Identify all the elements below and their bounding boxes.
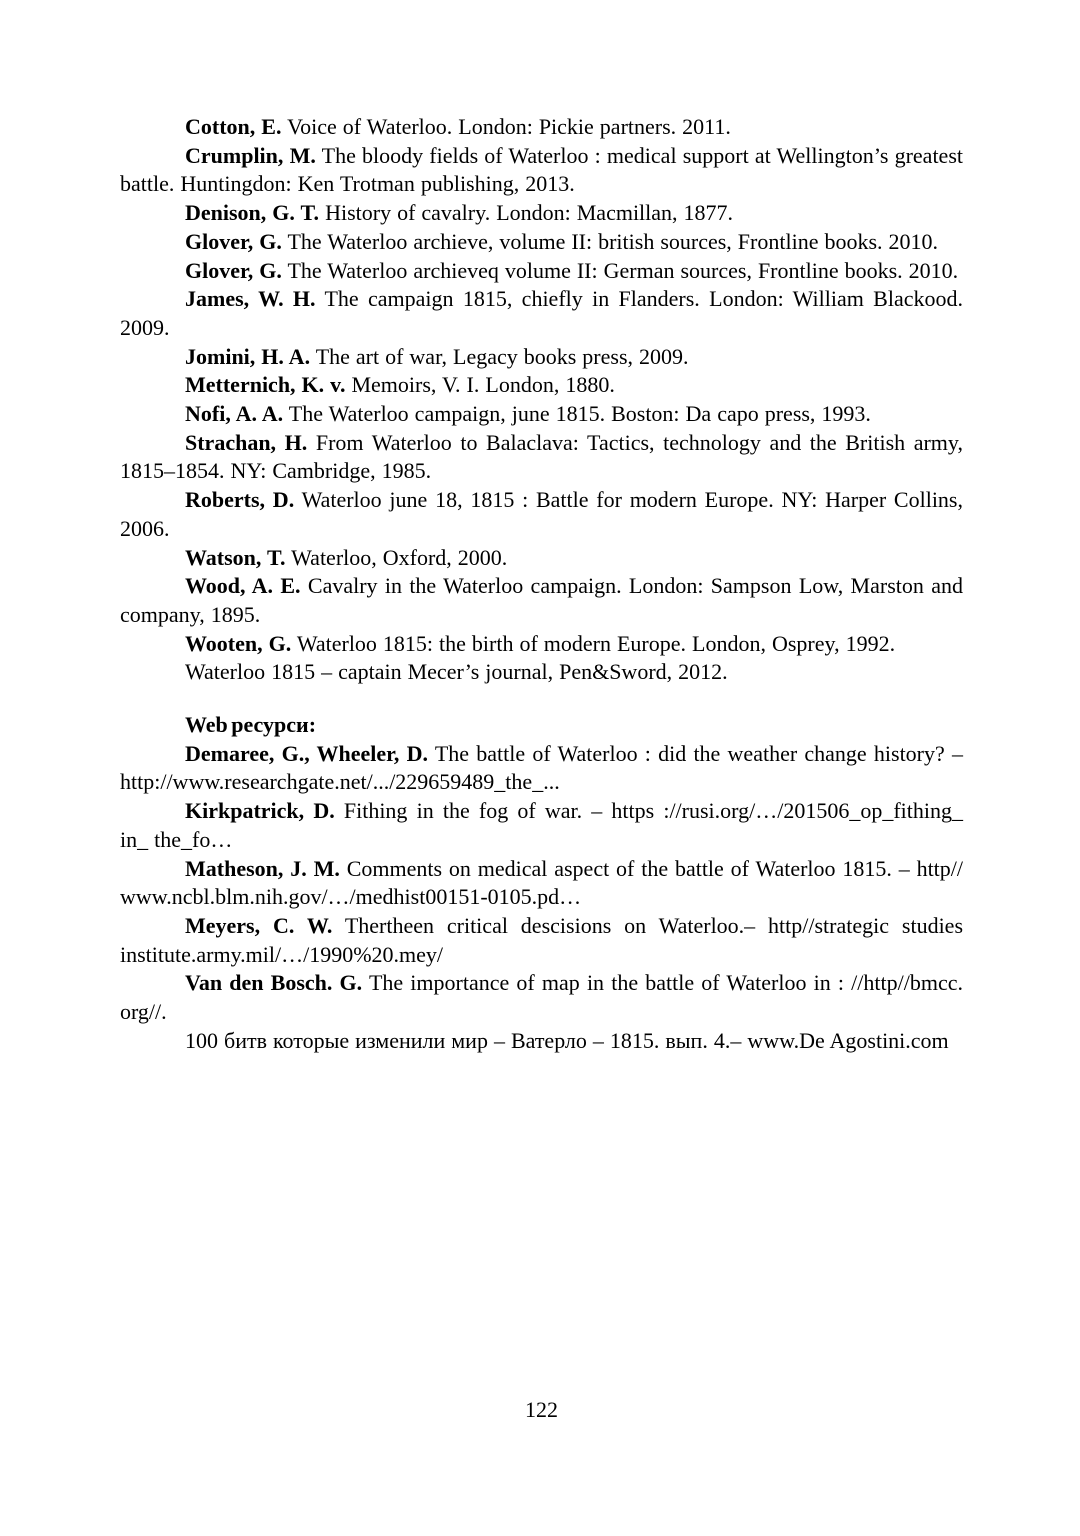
- reference-entry: Meyers, C. W. Thertheen critical descisions on Waterloo.– http//strategic studies institute.army.mil/…/1990%20.mey/: [120, 912, 964, 967]
- reference-entry: Kirkpatrick, D. Fithing in the fog of war. – https ://rusi.org/…/201506_op_fithing_ in_ the_fo…: [120, 798, 963, 852]
- document-page: [120, 113, 963, 1056]
- reference-author: Crumplin, M.: [185, 142, 316, 168]
- reference-author: Metternich, K. v.: [185, 372, 346, 398]
- reference-author: Glover, G.: [185, 257, 282, 283]
- reference-entry: Waterloo 1815 – captain Mecer’s journal, Pen&Sword, 2012.: [185, 659, 728, 685]
- reference-entry: Wooten, G. Waterloo 1815: the birth of modern Europe. London, Osprey, 1992.: [185, 630, 896, 656]
- reference-author: Meyers, C. W.: [185, 912, 333, 938]
- reference-entry: James, W. H. The campaign 1815, chiefly in Flanders. London: William Blackood. 2009.: [120, 286, 963, 340]
- reference-entry: Demaree, G., Wheeler, D. The battle of Waterloo : did the weather change history? – http://www.researchgate.net/.../229659489_the_...: [120, 740, 963, 795]
- reference-author: Matheson, J. M.: [185, 855, 340, 881]
- reference-entry: Jomini, H. A. The art of war, Legacy books press, 2009.: [185, 343, 689, 369]
- reference-author: Kirkpatrick, D.: [185, 798, 335, 824]
- reference-entry: Glover, G. The Waterloo archieveq volume II: German sources, Frontline books. 2010.: [185, 257, 959, 283]
- reference-entry: 100 битв которые изменили мир – Ватерло – 1815. вып. 4.– www.De Agostini.com: [185, 1027, 949, 1053]
- reference-author: James, W. H.: [185, 286, 316, 312]
- reference-author: Strachan, H.: [185, 429, 308, 455]
- web-references-list: [120, 740, 963, 1056]
- reference-author: Watson, T.: [185, 544, 286, 570]
- reference-entry: Glover, G. The Waterloo archieve, volume II: british sources, Frontline books. 2010.: [185, 228, 939, 254]
- reference-entry: Watson, T. Waterloo, Oxford, 2000.: [185, 544, 508, 570]
- reference-author: Nofi, A. A.: [185, 401, 284, 427]
- reference-entry: Roberts, D. Waterloo june 18, 1815 : Battle for modern Europe. NY: Harper Collins, 2006.: [120, 487, 963, 541]
- web-resources-heading: Web ресурси:: [185, 712, 317, 738]
- reference-entry: Van den Bosch. G. The importance of map in the battle of Waterloo in : //http//bmcc. org//.: [120, 970, 963, 1025]
- reference-entry: Nofi, A. A. The Waterloo campaign, june 1815. Boston: Da capo press, 1993.: [185, 401, 871, 427]
- reference-author: Wooten, G.: [185, 630, 292, 656]
- page-number: 122: [525, 1397, 558, 1422]
- reference-entry: Denison, G. T. History of cavalry. London: Macmillan, 1877.: [185, 200, 734, 226]
- reference-author: Roberts, D.: [185, 487, 295, 513]
- reference-author: Wood, A. E.: [185, 573, 301, 599]
- reference-entry: Cotton, E. Voice of Waterloo. London: Pickie partners. 2011.: [185, 114, 731, 139]
- reference-entry: Strachan, H. From Waterloo to Balaclava: Tactics, technology and the British army, 1815–1854. NY: Cambridge, 1985.: [120, 429, 963, 484]
- references-list: [120, 113, 963, 687]
- reference-author: Cotton, E.: [185, 114, 282, 139]
- reference-author: Jomini, H. A.: [185, 343, 311, 369]
- reference-entry: Metternich, K. v. Memoirs, V. I. London, 1880.: [185, 372, 615, 398]
- reference-author: Demaree, G., Wheeler, D.: [185, 740, 429, 766]
- reference-author: Glover, G.: [185, 228, 282, 254]
- reference-entry: Wood, A. E. Cavalry in the Waterloo campaign. London: Sampson Low, Marston and company, 1895.: [120, 573, 963, 627]
- reference-author: Van den Bosch. G.: [185, 970, 363, 996]
- reference-author: Denison, G. T.: [185, 200, 320, 226]
- reference-entry: Crumplin, M. The bloody fields of Waterloo : medical support at Wellington’s greatest battle. Huntingdon: Ken Trotman publishing, 2013.: [120, 142, 963, 197]
- reference-entry: Matheson, J. M. Comments on medical aspect of the battle of Waterloo 1815. – http// www.ncbl.blm.nih.gov/…/medhist00151-0105.pd…: [120, 855, 964, 910]
